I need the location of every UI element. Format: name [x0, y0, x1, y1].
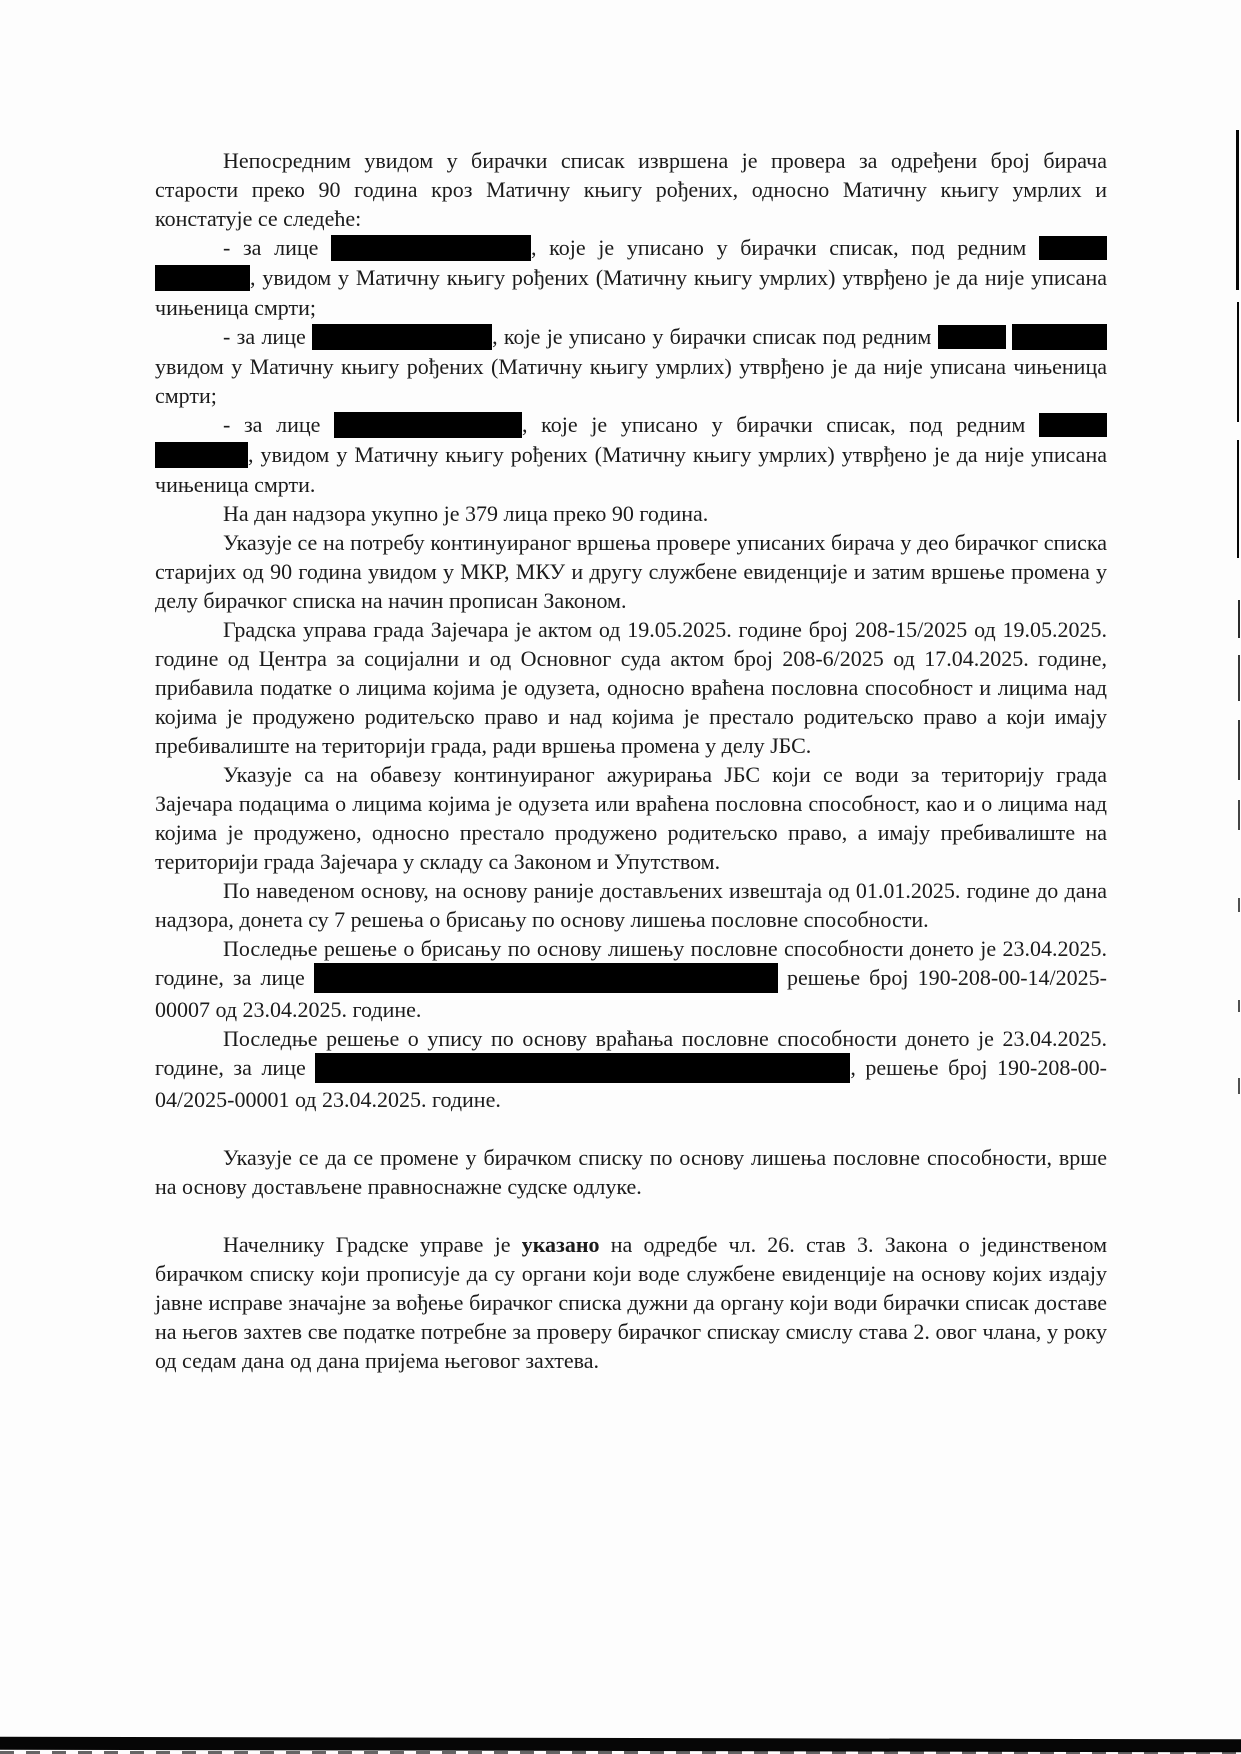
scan-artifact-right-edge-line: [1238, 720, 1240, 780]
scan-artifact-right-edge-line: [1238, 1000, 1240, 1012]
bold-text-run: указано: [521, 1231, 600, 1257]
scan-artifact-right-edge-line: [1238, 898, 1240, 912]
text-run: Указује са на обавезу континуираног ажурирања ЈБС који се води за територију града Зајечара подацима о лицима којима је одузета или враћена пословна способност, као и о лицима над којима је продужено, односно престало продужено родитељско право, а имају пребивалиште на територији града Зајечара у складу са Законом и Упутством.: [155, 761, 1107, 874]
scan-artifact-right-edge-line: [1238, 800, 1240, 830]
redaction-box: [314, 963, 778, 993]
paragraph: [155, 1143, 1107, 1201]
text-run: , решење број 190-208-00-04/2025-00001 од 23.04.2025. године.: [155, 1054, 1107, 1112]
scan-artifact-right-edge-line: [1237, 302, 1239, 422]
redaction-box: [331, 235, 531, 261]
text-run: Начелнику Градске управе је: [223, 1231, 522, 1257]
text-run: Непосредним увидом у бирачки списак извршена је провера за одређени број бирача старости преко 90 година кроз Матичну књигу рођених, односно Матичну књигу умрлих и констатује се следеће:: [155, 148, 1107, 231]
scan-artifact-right-edge-line: [1238, 655, 1240, 701]
redaction-box: [155, 265, 250, 291]
text-run: Последње решење о брисању по основу лишењу пословне способности донето је 23.04.2025. године, за лице: [155, 935, 1107, 990]
redaction-box: [155, 442, 248, 468]
paragraph: [155, 528, 1107, 615]
text-run: , увидом у Матичну књигу рођених (Матичну књигу умрлих) утврђено је да није уписана чињеница смрти;: [155, 264, 1107, 320]
redaction-box: [1039, 236, 1107, 260]
scan-artifact-bottom-band: [0, 1737, 1241, 1753]
redaction-box: [1012, 324, 1107, 350]
scan-artifact-right-edge-line: [1237, 440, 1239, 558]
text-run: , увидом у Матичну књигу рођених (Матичну књигу умрлих) утврђено је да није уписана чињеница смрти.: [155, 441, 1107, 497]
text-run: , које је уписано у бирачки списак под редним: [492, 323, 938, 349]
text-run: По наведеном основу, на основу раније достављених извештаја од 01.01.2025. године до дана надзора, донета су 7 решења о брисању по основу лишења пословне способности.: [155, 877, 1107, 932]
paragraph: [155, 760, 1107, 876]
paragraph: [155, 934, 1107, 1024]
paragraph: [155, 410, 1107, 499]
redaction-box: [1039, 413, 1107, 437]
paragraph: [155, 146, 1107, 233]
text-run: решење број 190-208-00-14/2025-00007 од 23.04.2025. године.: [155, 964, 1107, 1022]
text-run: - за лице: [223, 323, 313, 349]
text-run: - за лице: [223, 411, 335, 437]
redaction-box: [938, 325, 1006, 349]
paragraph: [155, 615, 1107, 760]
redaction-box: [315, 1053, 850, 1083]
text-run: , које је уписано у бирачки списак, под редним: [531, 235, 1039, 260]
text-run: увидом у Матичну књигу рођених (Матичну књигу умрлих) утврђено је да није уписана чињеница смрти;: [155, 353, 1107, 408]
text-run: Последње решење о упису по основу враћања пословне способности донето је 23.04.2025. године, за лице: [155, 1025, 1107, 1080]
paragraph: [155, 499, 1107, 528]
paragraph: [155, 233, 1107, 322]
paragraph: [155, 876, 1107, 934]
text-run: Указује се да се промене у бирачком списку по основу лишења пословне способности, врше на основу достављене правноснажне судске одлуке.: [155, 1144, 1107, 1199]
redaction-box: [334, 412, 522, 438]
paragraph: [155, 1230, 1107, 1375]
text-run: Градска управа града Зајечара је актом од 19.05.2025. године број 208-15/2025 од 19.05.2025. године од Центра за социјални и од Основног суда актом број 208-6/2025 од 17.04.2025. године, прибавила податке о лицима којима је одузета, односно враћена пословна способност и лицима над којима је продужено родитељско право и над којима је престало родитељско право а који имају пребивалиште на територији града, ради вршења промена у делу ЈБС.: [155, 616, 1107, 758]
scan-artifact-right-edge-line: [1238, 1078, 1240, 1094]
scan-artifact-right-edge-line: [1236, 130, 1239, 290]
text-run: Указује се на потребу континуираног вршења провере уписаних бирача у део бирачког списка старијих од 90 година увидом у МКР, МКУ и другу службене евиденције и затим вршење промена у делу бирачког списка на начин прописан Законом.: [155, 529, 1107, 613]
scan-artifact-right-edge-line: [1238, 600, 1240, 638]
text-run: на одредбе чл. 26. став 3. Закона о јединственом бирачком списку који прописује да су органи који воде службене евиденције на основу којих издају јавне исправе значајне за вођење бирачког списка дужни да органу који води бирачки списак доставе на његов захтев све податке потребне за проверу бирачког спискау смислу става 2. овог члана, у року од седам дана од дана пријема његовог захтева.: [155, 1231, 1107, 1373]
paragraph: [155, 1024, 1107, 1114]
text-run: , које је уписано у бирачки списак, под редним: [522, 411, 1039, 437]
text-run: На дан надзора укупно је 379 лица преко 90 година.: [223, 500, 709, 526]
paragraph: [155, 322, 1107, 410]
text-run: - за лице: [223, 235, 332, 260]
document-body: [155, 146, 1107, 1375]
redaction-box: [312, 324, 492, 350]
